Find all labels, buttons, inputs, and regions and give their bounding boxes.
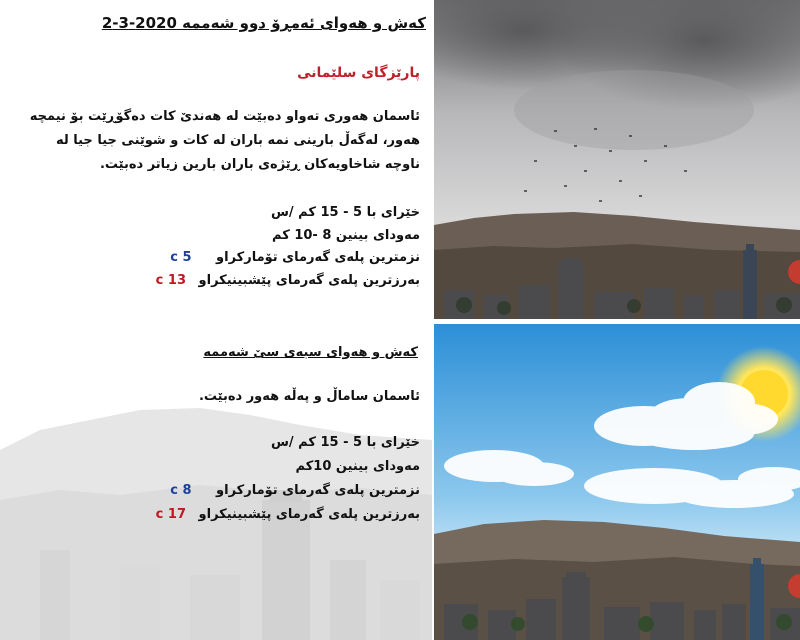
sunny-clouds-image	[434, 324, 800, 640]
today-max-label: بەرزترین پلەی گەرمای پێشبینیکراو	[198, 273, 420, 288]
today-description-line: هەور، لەگەڵ بارینی نمە باران لە کات و شوێنی جیا جیا لە	[55, 133, 420, 148]
tomorrow-min-value: 8 c	[170, 483, 192, 498]
tomorrow-description-line: ئاسمان ساماڵ و پەڵە هەور دەبێت.	[198, 389, 420, 404]
tomorrow-title: کەش و هەوای سبەی سێ شەممە	[203, 345, 418, 360]
today-description-line: ناوچە شاخاویەکان ڕێژەی باران بارین زیاتر دەبێت.	[99, 157, 420, 172]
tomorrow-max-temp-row	[156, 506, 420, 524]
today-max-temp-row	[156, 272, 420, 290]
today-min-label: نزمترین پلەی گەرمای تۆمارکراو	[216, 250, 420, 265]
tomorrow-max-value: 17 c	[155, 507, 187, 522]
tomorrow-min-temp-row	[170, 482, 420, 500]
tomorrow-wind: خێرای با 5 - 15 کم /س	[270, 435, 420, 450]
today-min-temp-row	[170, 249, 420, 267]
today-description-line: ئاسمان هەوری تەواو دەبێت لە هەندێ کات دەگۆڕێت بۆ نیمچە	[29, 109, 420, 124]
tomorrow-visibility: مەودای بینین 10کم	[295, 459, 420, 474]
today-max-value: 13 c	[155, 273, 187, 288]
today-title: کەش و هەوای ئەمڕۆ دوو شەممە 2020-3-2	[101, 14, 426, 32]
today-visibility: مەودای بینین 8 -10 کم	[272, 228, 420, 243]
station-name: پارێزگای سلێمانی	[297, 65, 420, 81]
tomorrow-max-label: بەرزترین پلەی گەرمای پێشبینیکراو	[198, 507, 420, 522]
rain-clouds-image	[434, 0, 800, 319]
today-wind: خێرای با 5 - 15 کم /س	[270, 205, 420, 220]
today-min-value: 5 c	[170, 250, 192, 265]
tomorrow-min-label: نزمترین پلەی گەرمای تۆمارکراو	[216, 483, 420, 498]
